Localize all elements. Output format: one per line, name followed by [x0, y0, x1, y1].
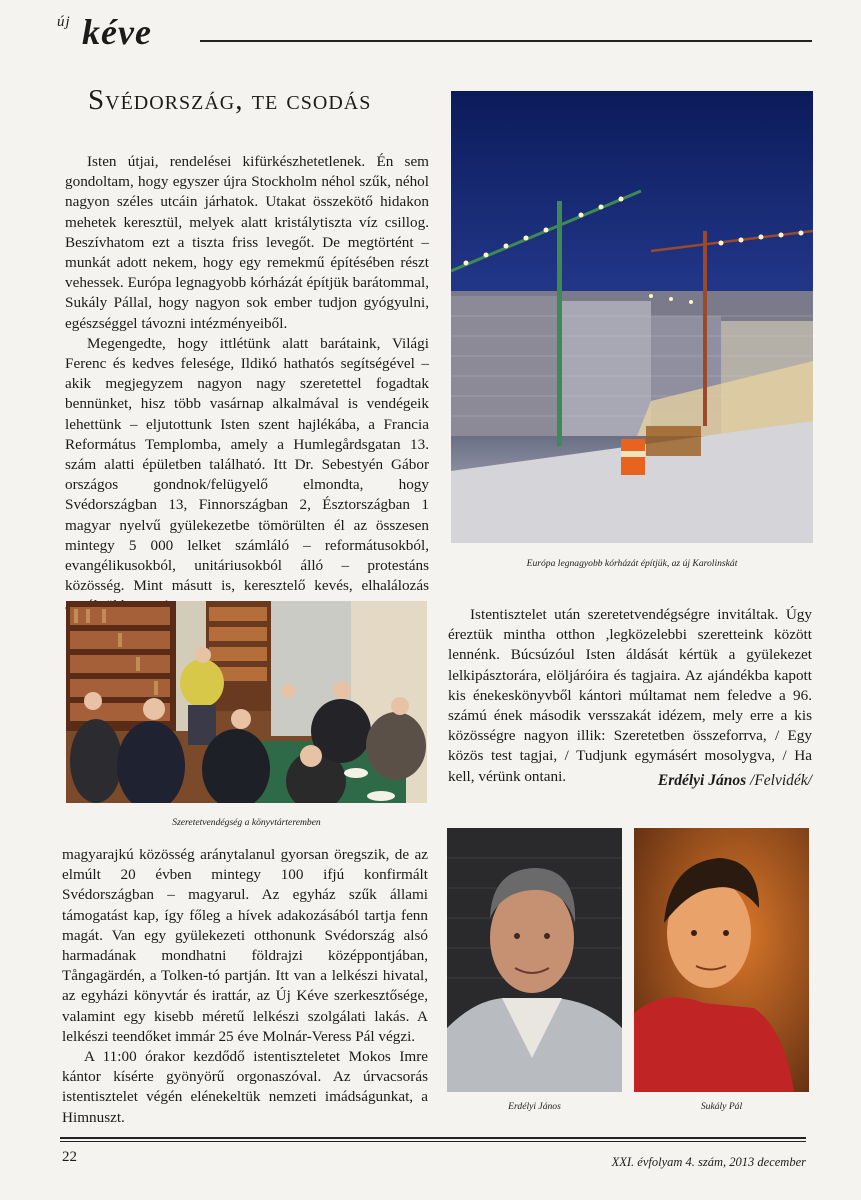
construction-site-photo: [451, 91, 813, 543]
footer-rule-thin: [60, 1141, 806, 1142]
article-column-3: [62, 845, 428, 1128]
paragraph: magyarajkú közösség aránytalanul gyorsan öregszik, de az elmúlt 20 évben mintegy 100 ifjú konfirmált Svédországban – magyarul. Az egyház szűk állami támogatást kap, így főleg a hívek adakozásából tartja fenn magát. Van egy gyülekezeti otthonunk Svédország alsó harmadának mondhatni földrajzi középpontjában, Tångagärdén, a Tolken-tó partján. Itt van a lelkészi hivatal, az egyházi könyvtár és irattár, az Új Kéve szerkesztősége, valamint egy kisebb méretű lelkészi szolgálati lakás. A lelkészi teendőket immár 25 éve Molnár-Veress Pál végzi.: [62, 846, 428, 1045]
portrait-photo-sukaly: [634, 828, 809, 1092]
header-rule: [200, 40, 812, 42]
author-place: /Felvidék/: [750, 772, 812, 789]
article-column-2: [448, 605, 812, 787]
paragraph: A 11:00 órakor kezdődő istentiszteletet Mokos Imre kántor kísérte gyönyörű orgonaszóval. Az úrvacsorás istentisztelet végén elénekeltük nemzeti imádságunkat, a Himnuszt.: [62, 1048, 428, 1126]
hospital-photo-caption: Európa legnagyobb kórházát építjük, az új Karolinskát: [526, 558, 738, 569]
author-signature: [448, 772, 812, 790]
masthead-logo: kéve: [82, 12, 152, 52]
paragraph: Isten útjai, rendelései kifürkészhetetlenek. Én sem gondoltam, hogy egyszer újra Stockholm néhol szűk, néhol nagyon széles utcáin járhatok. Utakat összekötő hidakon mehetek keresztül, melyek alatt kristálytiszta víz csillog. Beszívhatom ezt a tiszta friss levegőt. De megtörtént – munkát adott nekem, hogy egy remekmű építésében részt vehessek. Európa legnagyobb kórházát építjük barátommal, Sukály Pállal, hogy nagyon sok ember tudjon gyógyulni, egészséggel távozni intézményeiből.: [65, 153, 429, 332]
portrait-2-caption: Sukály Pál: [700, 1101, 743, 1112]
portrait-1-caption: Erdélyi János: [508, 1101, 561, 1112]
library-photo-caption: Szeretetvendégség a könyvtárteremben: [172, 817, 321, 828]
article-title: Svédország, te csodás: [88, 84, 372, 116]
issue-info: XXI. évfolyam 4. szám, 2013 december: [611, 1155, 806, 1169]
portrait-photo-erdelyi: [447, 828, 622, 1092]
library-gathering-photo: [66, 601, 427, 803]
paragraph: Megengedte, hogy ittlétünk alatt barátaink, Világi Ferenc és kedves felesége, Ildikó hathatós segítségével – akik megjegyzem nagyon nagy szeretettel fogadtak bennünket, hisz több vasárnap alkalmával is vendégeik lehettünk – eljutottunk Isten szent hajlékába, a Francia Református Templomba, amely a Humlegårdsgatan 13. szám alatti épületben található. Itt Dr. Sebestyén Gábor országos gondnok/felügyelő elmondta, hogy Svédországban 13, Finnországban 2, Észtországban 1 magyar nyelvű gyülekezetbe tömörülten él az összesen mintegy 5 000 lelket számláló – reformátusokból, evangélikusokból, unitáriusokból álló – protestáns közösség. Mint másutt is, keresztelő kevés, elhalálozás: [65, 334, 429, 595]
footer-rule: [60, 1137, 806, 1139]
page-number: 22: [62, 1149, 77, 1165]
author-name: Erdélyi János: [657, 772, 747, 789]
paragraph: Istentisztelet után szeretetvendégségre invitáltak. Úgy éreztük mintha otthon ,legközelebbi szeretteink között lennénk. Búcsúzóul Isten áldását kértük a gyülekezet lelkipásztorára, elöljáróira és tagjaira. Az ajándékba kapott kis énekeskönyvből kántori múltamat nem feledve a 96. számú ének második versszakát idézem, mely erre a kis közösségre nagyon illik: Szeretetben összeforrva, / Egy közös test tagjai, / Tudjunk egymásért mosolygva, / Ha kell, vérünk ontani.: [448, 606, 812, 785]
article-column-1: [65, 152, 429, 617]
masthead-prefix: új: [57, 14, 71, 30]
